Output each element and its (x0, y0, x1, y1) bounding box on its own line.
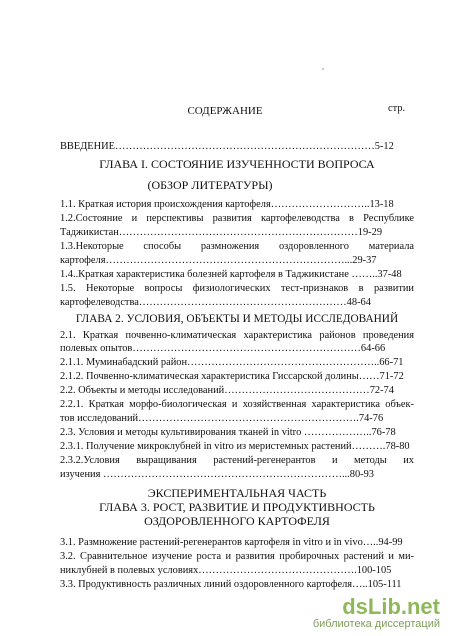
chapter1-title: ГЛАВА I. СОСТОЯНИЕ ИЗУЧЕННОСТИ ВОПРОСА (99, 157, 375, 171)
dslib-watermark (313, 596, 440, 630)
toc-entry-1-5-cont: картофелеводства……………………………………………………48-64 (60, 297, 371, 308)
toc-entry-2-2-1-cont: тов исследований……………………………………………………….74-76 (60, 413, 384, 424)
toc-entry-1-3: 1.3.Некоторые способы размножения оздоровленного материала (60, 241, 414, 252)
dslib-tagline: библиотека диссертаций (312, 618, 440, 630)
toc-entry-2-1: 2.1. Краткая почвенно-климатическая характеристика районов проведения (60, 330, 414, 341)
toc-entry-2-1-2: 2.1.2. Почвенно-климатическая характеристика Гиссарской долины……71-72 (60, 371, 404, 382)
toc-entry-2-2: 2.2. Объекты и методы исследований……………………………………72-74 (60, 385, 394, 396)
page-column-label: стр. (388, 103, 406, 114)
toc-entry-1-2: 1.2.Состояние и перспективы развития картофелеводства в Республике (60, 213, 414, 224)
toc-title: СОДЕРЖАНИЕ (187, 105, 263, 117)
chapter1-subtitle: (ОБЗОР ЛИТЕРАТУРЫ) (147, 178, 273, 192)
toc-entry-1-3-cont: картофеля……………………………………………………………...29-37 (60, 255, 377, 266)
toc-entry-2-1-cont: полевых опытов…………………………………………………………64-66 (60, 343, 386, 354)
toc-intro: ВВЕДЕНИЕ…………………………………………………………………5-12 (60, 141, 394, 152)
toc-entry-1-1: 1.1. Краткая история происхождения картофеля………………………..13-18 (60, 199, 394, 210)
toc-entry-2-1-1: 2.1.1. Муминабадский район………………………………………………..66-71 (60, 357, 404, 368)
toc-entry-2-3-1: 2.3.1. Получение микроклубней in vitro из меристемных растений……….78-80 (60, 441, 410, 452)
toc-entry-2-3-2: 2.3.2.Условия выращивания растений-регенерантов и методы их (60, 455, 414, 466)
scan-speck (322, 68, 324, 70)
experimental-part-title: ЭКСПЕРИМЕНТАЛЬНАЯ ЧАСТЬ (147, 486, 327, 500)
toc-entry-2-3-2-cont: изучения ……………………………………………………………...80-93 (60, 469, 374, 480)
toc-entry-3-1: 3.1. Размножение растений-регенерантов картофеля in vitro и in vivo…..94-99 (60, 537, 403, 548)
toc-entry-2-3: 2.3. Условия и методы культивирования тканей in vitro ………………..76-78 (60, 427, 396, 438)
chapter3-title: ГЛАВА 3. РОСТ, РАЗВИТИЕ И ПРОДУКТИВНОСТЬ (99, 500, 375, 514)
toc-entry-1-4: 1.4..Краткая характеристика болезней картофеля в Таджикистане ……..37-48 (60, 269, 402, 280)
chapter2-title: ГЛАВА 2. УСЛОВИЯ, ОБЪЕКТЫ И МЕТОДЫ ИССЛЕДОВАНИЙ (75, 313, 399, 325)
toc-entry-2-2-1: 2.2.1. Краткая морфо-биологическая и хозяйственная характеристика объек- (60, 399, 414, 410)
dslib-logo: dsLib.net (342, 594, 440, 619)
toc-entry-3-2-cont: никлубней в полевых условиях……………………………………….100-105 (60, 565, 392, 576)
toc-entry-1-5: 1.5. Некоторые вопросы физиологических тест-признаков в развитии (60, 283, 414, 294)
toc-entry-1-2-cont: Таджикистан……………………………………………………………19-29 (60, 227, 383, 238)
chapter3-subtitle: ОЗДОРОВЛЕННОГО КАРТОФЕЛЯ (144, 514, 330, 528)
toc-entry-3-3: 3.3. Продуктивность различных линий оздоровленного картофеля…..105-111 (60, 579, 402, 590)
toc-entry-3-2: 3.2. Сравнительное изучение роста и развития пробирочных растений и ми- (60, 551, 414, 562)
